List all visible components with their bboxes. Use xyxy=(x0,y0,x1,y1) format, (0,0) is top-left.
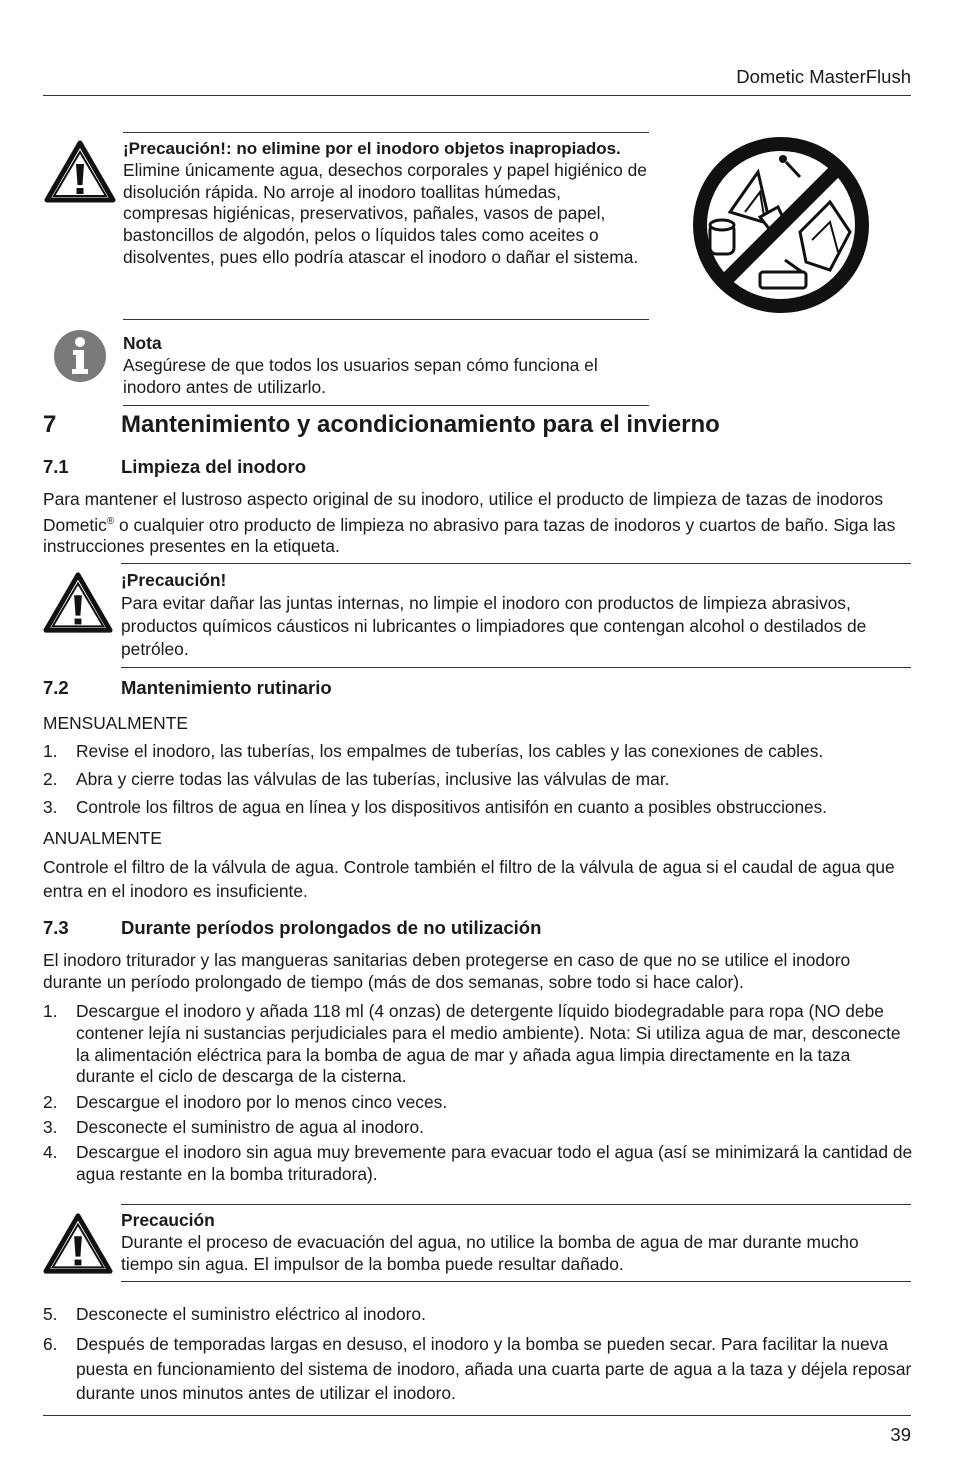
list-number: 3. xyxy=(43,1117,58,1137)
cleaning-text-b: o cualquier otro producto de limpieza no abrasivo para tazas de inodoros y cuartos de baño. Siga las instrucciones presentes en la etiqueta. xyxy=(43,514,896,557)
info-icon xyxy=(53,329,107,383)
page-number: 39 xyxy=(890,1424,911,1445)
caution-7-3-block xyxy=(121,1210,906,1275)
annual-label: ANUALMENTE xyxy=(43,828,162,848)
list-item xyxy=(43,1332,913,1406)
warning-triangle-icon xyxy=(43,1212,113,1276)
caution-objects-block xyxy=(123,138,648,269)
list-text: Controle los filtros de agua en línea y los dispositivos antisifón en cuanto a posibles obstrucciones. xyxy=(76,797,827,817)
monthly-label: MENSUALMENTE xyxy=(43,713,188,733)
list-number: 2. xyxy=(43,769,58,789)
list-number: 5. xyxy=(43,1304,58,1324)
section-7-3-number: 7.3 xyxy=(43,917,69,938)
list-number: 1. xyxy=(43,741,58,761)
list-number: 1. xyxy=(43,1001,58,1021)
caution-7-1-bottom-rule xyxy=(121,667,911,668)
header-rule xyxy=(43,95,911,96)
list-number: 3. xyxy=(43,797,58,817)
list-item xyxy=(43,1001,913,1088)
warning-triangle-icon xyxy=(43,571,113,635)
list-text: Descargue el inodoro por lo menos cinco veces. xyxy=(76,1092,448,1112)
warning-triangle-icon xyxy=(44,140,116,204)
list-text: Abra y cierre todas las válvulas de las tuberías, inclusive las válvulas de mar. xyxy=(76,769,670,789)
caution-7-3-top-rule xyxy=(121,1204,911,1205)
section-7-1-text xyxy=(43,489,911,558)
caution-7-1-title: ¡Precaución! xyxy=(121,570,227,590)
caution-7-1-block xyxy=(121,569,906,661)
list-item xyxy=(43,1092,913,1114)
note-bottom-rule xyxy=(123,405,649,406)
section-7-3-intro: El inodoro triturador y las mangueras sanitarias deben protegerse en caso de que no se utilice el inodoro durante un período prolongado de tiempo (más de dos semanas, sobre todo si hace calor). xyxy=(43,950,851,992)
footer-rule xyxy=(43,1415,911,1416)
caution-7-1-top-rule xyxy=(121,563,911,564)
list-text: Desconecte el suministro de agua al inodoro. xyxy=(76,1117,425,1137)
section-7-2-title: Mantenimiento rutinario xyxy=(121,677,332,698)
list-item xyxy=(43,1117,913,1139)
caution-bottom-rule xyxy=(123,319,649,320)
section-7-3-title: Durante períodos prolongados de no utilización xyxy=(121,917,542,938)
note-text: Asegúrese de que todos los usuarios sepan cómo funciona el inodoro antes de utilizarlo. xyxy=(123,354,598,397)
section-7-1-title: Limpieza del inodoro xyxy=(121,456,307,477)
list-item xyxy=(43,1304,913,1326)
list-text: Descargue el inodoro sin agua muy brevemente para evacuar todo el agua (así se minimizará la cantidad de agua restante en la bomba trituradora). xyxy=(76,1142,913,1184)
caution-7-3-title: Precaución xyxy=(121,1210,215,1230)
list-text: Después de temporadas largas en desuso, el inodoro y la bomba se pueden secar. Para facilitar la nueva puesta en funcionamiento del sistema de inodoro, añada una cuarta parte de agua a la taza y déjela reposar durante unos minutos antes de utilizar el inodoro. xyxy=(76,1334,912,1403)
annual-text: Controle el filtro de la válvula de agua. Controle también el filtro de la válvula de agua si el caudal de agua que entra en el inodoro es insuficiente. xyxy=(43,857,895,901)
section-7-2-number: 7.2 xyxy=(43,677,69,698)
caution-objects-text: Elimine únicamente agua, desechos corporales y papel higiénico de disolución rápida. No arroje al inodoro toallitas húmedas, compresas higiénicas, preservativos, pañales, vasos de papel, bastoncillos de algodón, pelos o líquidos tales como aceites o disolventes, pues ello podría atascar el inodoro o dañar el sistema. xyxy=(123,159,647,267)
list-item xyxy=(43,741,913,763)
section-7-number: 7 xyxy=(43,411,57,438)
list-text: Revise el inodoro, las tuberías, los empalmes de tuberías, los cables y las conexiones de cables. xyxy=(76,741,824,761)
running-header: Dometic MasterFlush xyxy=(736,66,911,87)
list-text: Desconecte el suministro eléctrico al inodoro. xyxy=(76,1304,426,1324)
no-items-prohibition-icon xyxy=(690,132,872,323)
cleaning-text-a: Para mantener el lustroso aspecto original de su inodoro, utilice el producto de limpieza de tazas de inodoros Dometic xyxy=(43,489,884,535)
note-title: Nota xyxy=(123,333,162,353)
list-number: 2. xyxy=(43,1092,58,1112)
list-item xyxy=(43,1142,913,1186)
list-number: 6. xyxy=(43,1334,58,1354)
section-7-1-number: 7.1 xyxy=(43,456,69,477)
caution-top-rule xyxy=(123,132,649,133)
list-number: 4. xyxy=(43,1142,58,1162)
list-text: Descargue el inodoro y añada 118 ml (4 onzas) de detergente líquido biodegradable para ropa (NO debe contener lejía ni sustancias perjudiciales para el medio ambiente). Nota: Si utiliza agua de mar, desconecte la alimentación eléctrica para la bomba de agua de mar y añada agua limpia directamente en la taza durante el ciclo de descarga de la cisterna. xyxy=(76,1001,901,1087)
caution-objects-title: ¡Precaución!: no elimine por el inodoro objetos inapropiados. xyxy=(123,139,621,158)
caution-7-3-bottom-rule xyxy=(121,1281,911,1282)
registered-mark: ® xyxy=(106,515,115,527)
caution-7-1-text: Para evitar dañar las juntas internas, no limpie el inodoro con productos de limpieza abrasivos, productos químicos cáusticos ni lubricantes o limpiadores que contengan alcohol o destilados de petróleo. xyxy=(121,593,867,659)
caution-7-3-text: Durante el proceso de evacuación del agua, no utilice la bomba de agua de mar durante mucho tiempo sin agua. El impulsor de la bomba puede resultar dañado. xyxy=(121,1231,859,1274)
section-7-title: Mantenimiento y acondicionamiento para el invierno xyxy=(121,411,720,438)
list-item xyxy=(43,769,913,791)
list-item xyxy=(43,797,923,819)
note-block xyxy=(123,333,648,398)
